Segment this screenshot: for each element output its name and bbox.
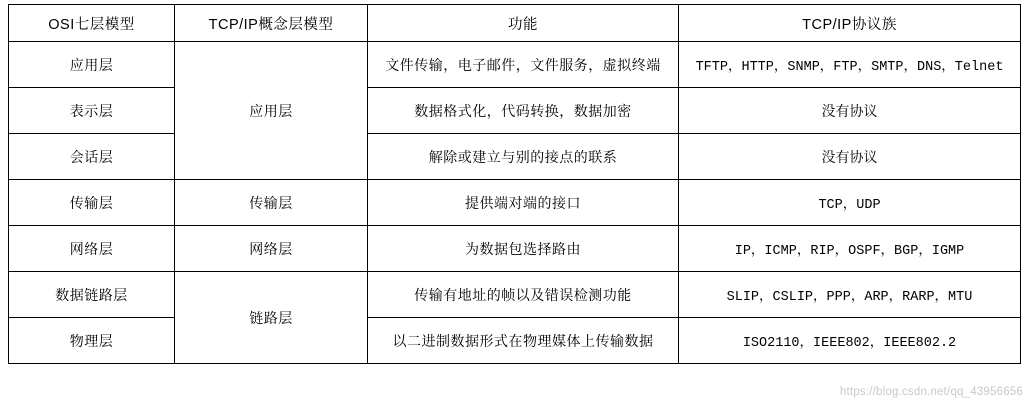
- cell-osi-layer: 物理层: [9, 318, 175, 364]
- cell-function: 文件传输，电子邮件，文件服务，虚拟终端: [368, 42, 679, 88]
- cell-tcpip-layer-link: 链路层: [175, 272, 368, 364]
- column-header-osi: OSI七层模型: [9, 5, 175, 42]
- table-row: [9, 134, 1021, 180]
- cell-tcpip-layer-application: 应用层: [175, 42, 368, 180]
- table-header: [9, 5, 1021, 42]
- cell-protocols: 没有协议: [679, 134, 1021, 180]
- cell-protocols: 没有协议: [679, 88, 1021, 134]
- cell-tcpip-layer-network: 网络层: [175, 226, 368, 272]
- column-header-protocol-suite: TCP/IP协议族: [679, 5, 1021, 42]
- cell-osi-layer: 应用层: [9, 42, 175, 88]
- cell-protocols: ISO2110，IEEE802，IEEE802.2: [679, 318, 1021, 364]
- cell-osi-layer: 会话层: [9, 134, 175, 180]
- cell-function: 以二进制数据形式在物理媒体上传输数据: [368, 318, 679, 364]
- table-row: [9, 272, 1021, 318]
- cell-function: 传输有地址的帧以及错误检测功能: [368, 272, 679, 318]
- cell-protocols: TCP，UDP: [679, 180, 1021, 226]
- cell-function: 解除或建立与别的接点的联系: [368, 134, 679, 180]
- table-row: [9, 180, 1021, 226]
- cell-function: 数据格式化，代码转换，数据加密: [368, 88, 679, 134]
- cell-osi-layer: 数据链路层: [9, 272, 175, 318]
- layer-model-table: [8, 4, 1021, 364]
- column-header-function: 功能: [368, 5, 679, 42]
- cell-protocols: TFTP，HTTP，SNMP，FTP，SMTP，DNS，Telnet: [679, 42, 1021, 88]
- table-row: [9, 88, 1021, 134]
- cell-protocols: SLIP，CSLIP，PPP，ARP，RARP，MTU: [679, 272, 1021, 318]
- cell-function: 提供端对端的接口: [368, 180, 679, 226]
- table-header-row: [9, 5, 1021, 42]
- cell-function: 为数据包选择路由: [368, 226, 679, 272]
- cell-osi-layer: 网络层: [9, 226, 175, 272]
- cell-tcpip-layer-transport: 传输层: [175, 180, 368, 226]
- cell-protocols: IP，ICMP，RIP，OSPF，BGP，IGMP: [679, 226, 1021, 272]
- column-header-tcpip-model: TCP/IP概念层模型: [175, 5, 368, 42]
- table-row: [9, 42, 1021, 88]
- table-row: [9, 318, 1021, 364]
- watermark-text: https://blog.csdn.net/qq_43956656: [839, 386, 1023, 398]
- osi-tcpip-comparison-table: [8, 4, 1018, 364]
- table-body: [9, 42, 1021, 364]
- cell-osi-layer: 传输层: [9, 180, 175, 226]
- cell-osi-layer: 表示层: [9, 88, 175, 134]
- table-row: [9, 226, 1021, 272]
